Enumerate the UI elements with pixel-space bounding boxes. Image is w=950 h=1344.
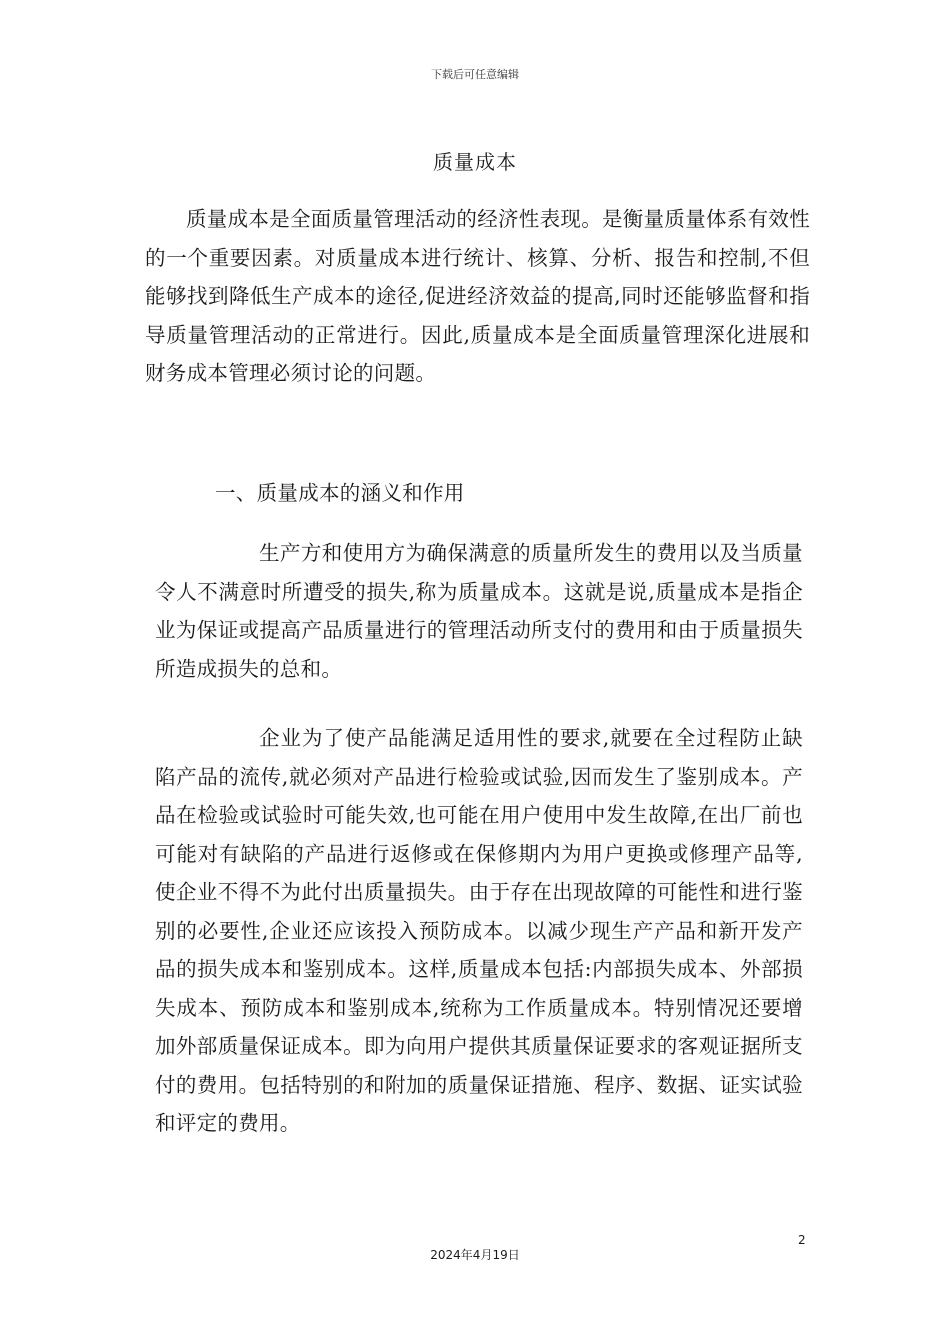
paragraph-definition: 生产方和使用方为确保满意的质量所发生的费用以及当质量令人不满意时所遭受的损失,称为质量成本。这就是说,质量成本是指企业为保证或提高产品质量进行的管理活动所支付的费用和由于质量损失所造成损失的总和。 [155,541,803,681]
page-header-note: 下载后可任意编辑 [431,68,519,81]
document-title: 质量成本 [433,150,517,174]
section-heading: 一、质量成本的涵义和作用 [215,481,465,505]
intro-paragraph: 质量成本是全面质量管理活动的经济性表现。是衡量质量体系有效性的一个重要因素。对质量成本进行统计、核算、分析、报告和控制,不但能够找到降低生产成本的途径,促进经济效益的提高,同时还能够监督和指导质量管理活动的正常进行。因此,质量成本是全面质量管理深化进展和财务成本管理必须讨论的问题。 [145,207,810,385]
paragraph-composition: 企业为了使产品能满足适用性的要求,就要在全过程防止缺陷产品的流传,就必须对产品进行检验或试验,因而发生了鉴别成本。产品在检验或试验时可能失效,也可能在用户使用中发生故障,在出厂前也可能对有缺陷的产品进行返修或在保修期内为用户更换或修理产品等,使企业不得不为此付出质量损失。由于存在出现故障的可能性和进行鉴别的必要性,企业还应该投入预防成本。以减少现生产产品和新开发产品的损失成本和鉴别成本。这样,质量成本包括:内部损失成本、外部损失成本、预防成本和鉴别成本,统称为工作质量成本。特别情况还要增加外部质量保证成本。即为向用户提供其质量保证要求的客观证据所支付的费用。包括特别的和附加的质量保证措施、程序、数据、证实试验和评定的费用。 [155,726,803,1135]
page-number: 2 [798,1233,806,1247]
footer-date: 2024年4月19日 [430,1248,520,1262]
